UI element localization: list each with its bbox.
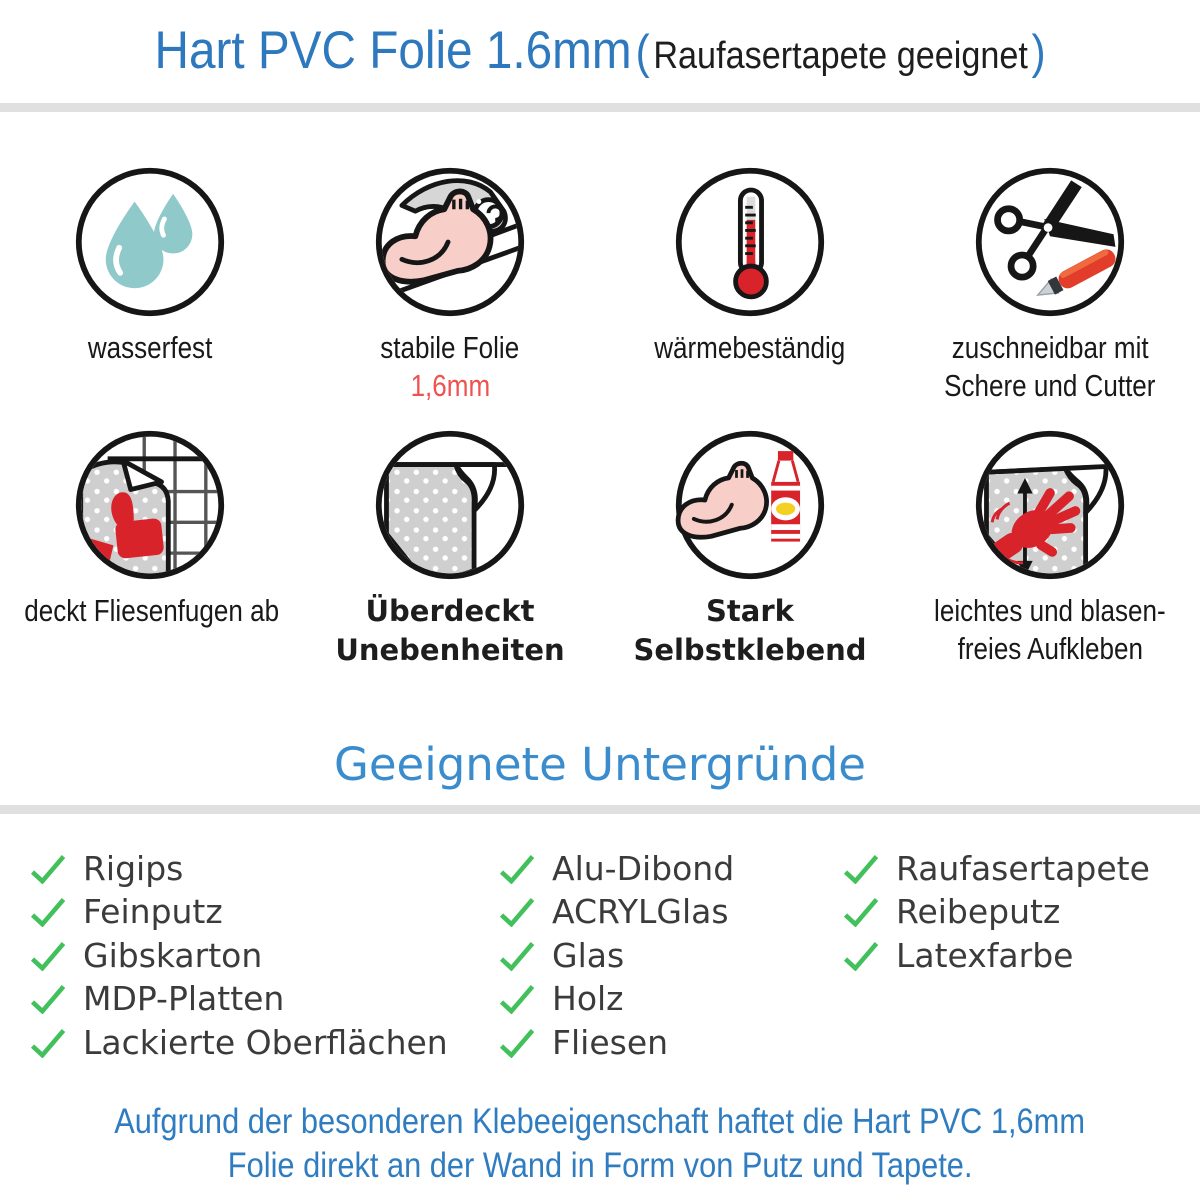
title-main: Hart PVC Folie 1.6mm (154, 21, 632, 80)
check-icon (497, 1027, 537, 1058)
feature-cuttable (900, 165, 1200, 405)
feature-covers-unevenness (300, 428, 600, 670)
list-item: Holz (497, 981, 734, 1017)
list-item: Fliesen (497, 1024, 734, 1060)
thermometer-icon (673, 165, 827, 319)
check-icon (497, 896, 537, 927)
feature-sublabel-thickness: 1,6mm (410, 368, 490, 403)
substrates-column-2 (497, 850, 734, 1068)
feature-label: wasserfest (87, 330, 213, 365)
check-icon (497, 983, 537, 1014)
water-drops-icon (73, 165, 227, 319)
list-item: Raufasertapete (841, 850, 1150, 886)
list-item: Lackierte Oberflächen (28, 1024, 448, 1060)
feature-waterproof (0, 165, 300, 367)
title-open-paren: ( (635, 25, 650, 78)
list-item: Reibeputz (841, 894, 1150, 930)
substrates-column-1 (28, 850, 448, 1068)
footer-note (0, 1100, 1200, 1188)
feature-label: deckt Fliesenfugen ab (24, 593, 280, 628)
feature-self-adhesive (600, 428, 900, 670)
substrates-column-3 (841, 850, 1150, 981)
muscle-arm-foil-icon (373, 165, 527, 319)
muscle-arm-glue-icon (673, 428, 827, 582)
substrates-heading: Geeignete Untergründe (333, 738, 866, 791)
check-icon (841, 896, 881, 927)
list-item: Feinputz (28, 894, 448, 930)
list-item: ACRYLGlas (497, 894, 734, 930)
list-item: Glas (497, 937, 734, 973)
page-title (0, 20, 1200, 81)
check-icon (841, 853, 881, 884)
list-item: MDP-Platten (28, 981, 448, 1017)
page-title-inner (154, 20, 1045, 81)
check-icon (28, 1027, 68, 1058)
footer-line-1: Aufgrund der besonderen Klebeeigenschaft haftet die Hart PVC 1,6mm (114, 1102, 1086, 1141)
feature-label: wärmebeständig (654, 330, 846, 365)
check-icon (497, 940, 537, 971)
feature-label: Stark Selbstklebend (633, 594, 867, 667)
check-icon (497, 853, 537, 884)
feature-label: stabile Folie (380, 330, 520, 365)
check-icon (28, 896, 68, 927)
title-subtitle: Raufasertapete geeignet (653, 35, 1028, 77)
feature-bubble-free (900, 428, 1200, 668)
list-item: Alu-Dibond (497, 850, 734, 886)
hand-smoothing-foil-icon (973, 428, 1127, 582)
list-item: Latexfarbe (841, 937, 1150, 973)
divider-bar-middle (0, 805, 1200, 814)
list-item: Rigips (28, 850, 448, 886)
check-icon (28, 940, 68, 971)
foil-tiles-thumbs-up-icon (73, 428, 227, 582)
divider-bar-top (0, 103, 1200, 112)
feature-covers-tile-joints (0, 428, 300, 630)
footer-line-2: Folie direkt an der Wand in Form von Putz und Tapete. (227, 1146, 973, 1185)
check-icon (28, 983, 68, 1014)
check-icon (28, 853, 68, 884)
check-icon (841, 940, 881, 971)
title-close-paren: ) (1031, 25, 1046, 78)
list-item: Gibskarton (28, 937, 448, 973)
feature-label: Überdeckt Unebenheiten (335, 594, 565, 667)
feature-label: zuschneidbar mit Schere und Cutter (944, 330, 1156, 403)
scissors-cutter-icon (973, 165, 1127, 319)
feature-label: leichtes und blasen- freies Aufkleben (934, 593, 1166, 666)
feature-heat-resistant (600, 165, 900, 367)
feature-stable-foil (300, 165, 600, 405)
foil-fold-icon (373, 428, 527, 582)
